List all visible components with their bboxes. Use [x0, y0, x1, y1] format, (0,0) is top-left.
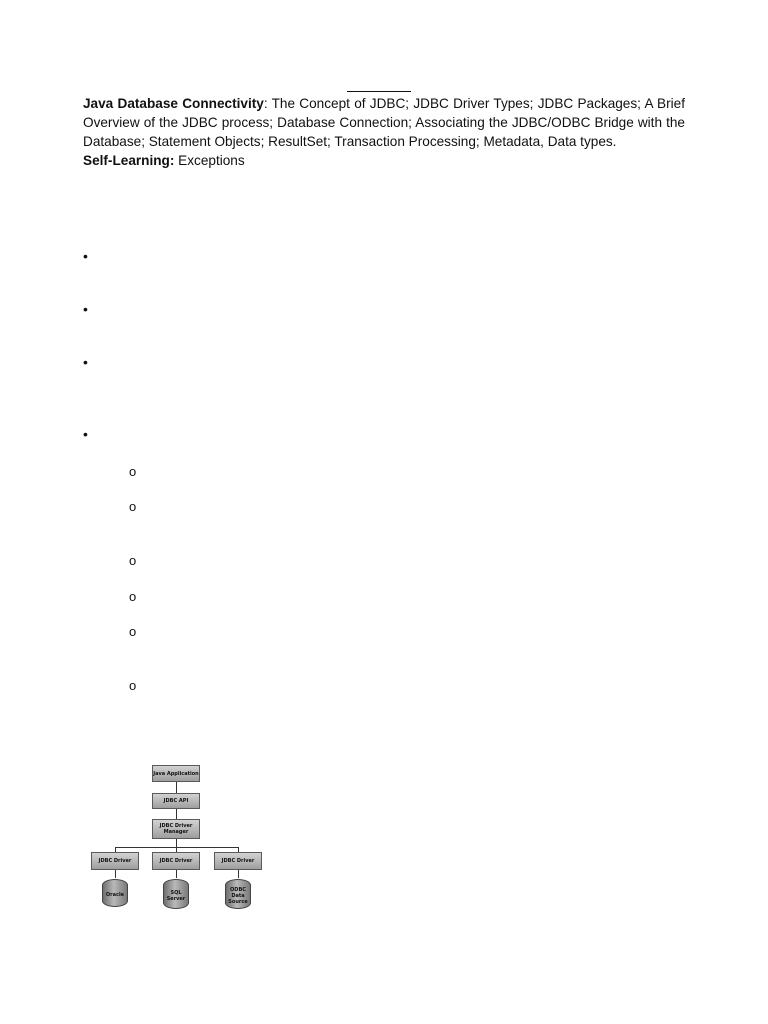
sub-bullet-marker: o [129, 499, 137, 514]
jdbc-architecture-diagram [88, 760, 268, 912]
jdbc-driver-box: JDBC Driver [91, 852, 139, 870]
odbc-data-source-icon [225, 879, 251, 909]
connector-line [176, 809, 177, 819]
self-learning-line [83, 151, 245, 170]
sub-bullet-marker: o [129, 678, 137, 693]
odbc-data-source-label: ODBC Data Source [228, 887, 248, 905]
sub-bullet-marker: o [129, 624, 137, 639]
bullet-marker: • [83, 426, 88, 442]
connector-line [176, 839, 177, 847]
sql-server-label: SQL Server [166, 890, 186, 902]
java-application-box: Java Application [152, 765, 200, 782]
sub-bullet-marker: o [129, 589, 137, 604]
bullet-marker: • [83, 354, 88, 370]
self-learning-label: Self-Learning: [83, 153, 175, 168]
bullet-marker: • [83, 248, 88, 264]
syllabus-paragraph [83, 94, 685, 151]
connector-line [176, 870, 177, 878]
jdbc-driver-box: JDBC Driver [152, 852, 200, 870]
intro-text: : The Concept of JDBC; JDBC Driver Types; JDBC Packages; A Brief Overview of the JDBC process; Database Connection; Associating the JDBC/ODBC Bridge with the Database; Statement Objects; ResultSet; Transaction Processing; Metadata, Data types. [83, 96, 685, 149]
jdbc-api-box: JDBC API [152, 793, 200, 809]
sub-bullet-marker: o [129, 553, 137, 568]
jdbc-driver-box: JDBC Driver [214, 852, 262, 870]
oracle-database-icon [102, 879, 128, 907]
connector-line [115, 870, 116, 878]
sub-bullet-marker: o [129, 464, 137, 479]
oracle-label: Oracle [105, 892, 125, 898]
heading-underline [347, 91, 411, 92]
intro-heading: Java Database Connectivity [83, 96, 264, 111]
self-learning-text: Exceptions [174, 153, 245, 168]
driver-manager-box: JDBC Driver Manager [152, 819, 200, 839]
sql-server-database-icon [163, 879, 189, 909]
bullet-marker: • [83, 301, 88, 317]
connector-line [238, 870, 239, 878]
